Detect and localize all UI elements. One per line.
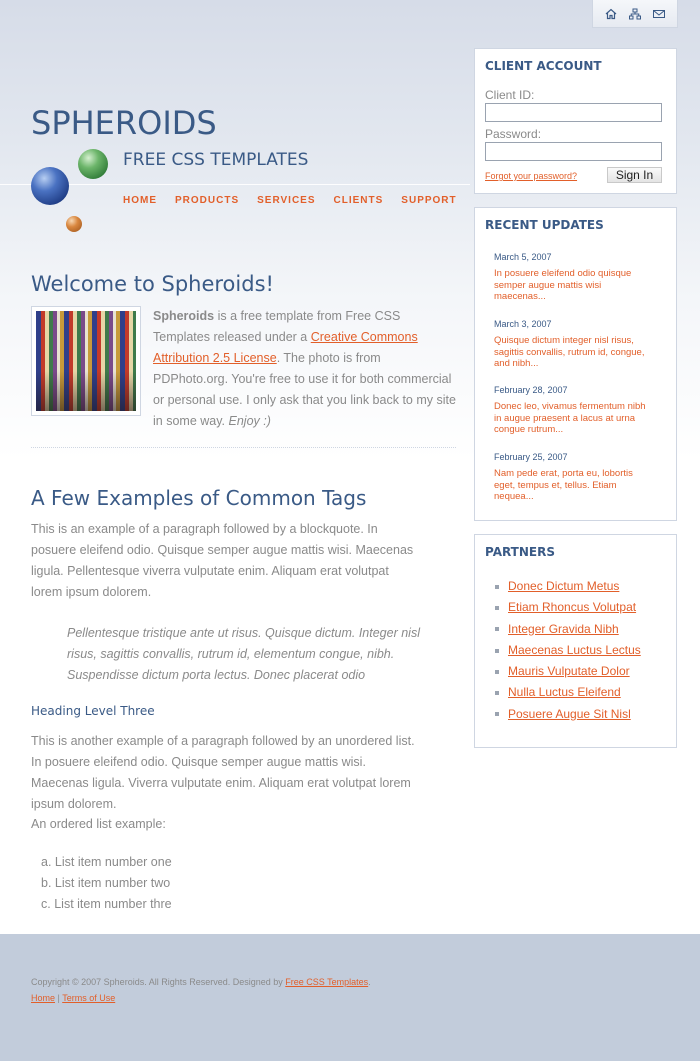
top-icon-bar — [592, 0, 678, 28]
welcome-photo — [31, 306, 141, 416]
partners-list — [495, 576, 641, 725]
sign-in-button[interactable]: Sign In — [607, 167, 662, 183]
list-marker: a. — [41, 855, 52, 869]
update-item — [494, 452, 654, 503]
update-date: February 25, 2007 — [494, 452, 568, 462]
recent-updates-box — [474, 207, 677, 521]
paragraph-2: This is another example of a paragraph followed by an unordered list. In posuere eleifend odio. Quisque semper augue mattis wisi. Maecenas ligula. Viverra vulputate enim. Aliquam erat volutpat lorem ipsum dolorem. — [31, 734, 415, 811]
license-link[interactable]: Creative Commons Attribution 2.5 License — [153, 330, 418, 365]
partner-link[interactable]: Posuere Augue Sit Nisl — [508, 706, 631, 721]
list-item — [495, 661, 641, 682]
list-item — [495, 640, 641, 661]
header-divider — [0, 184, 470, 185]
bullet-icon — [495, 606, 499, 610]
list-item — [31, 852, 172, 873]
update-item — [494, 252, 654, 303]
update-date: February 28, 2007 — [494, 385, 568, 395]
update-item — [494, 385, 654, 436]
mail-icon[interactable] — [651, 6, 667, 22]
brand-name: Spheroids — [153, 309, 215, 323]
copyright-text: Copyright © 2007 Spheroids. All Rights Reserved. Designed by — [31, 977, 286, 987]
orange-sphere-logo — [66, 216, 82, 232]
paragraph-3: An ordered list example: — [31, 817, 166, 831]
client-id-input[interactable] — [485, 103, 662, 122]
ordered-list — [31, 852, 172, 915]
list-item-text: List item number one — [54, 855, 172, 869]
footer — [31, 974, 371, 1006]
partners-box — [474, 534, 677, 748]
partner-link[interactable]: Integer Gravida Nibh — [508, 621, 619, 636]
password-label: Password: — [485, 127, 542, 141]
nav-item-clients[interactable]: CLIENTS — [333, 195, 384, 206]
update-link[interactable]: Donec leo, vivamus fermentum nibh in augue praesent a lacus at urna congue rutrum... — [494, 401, 646, 435]
footer-home-link[interactable]: Home — [31, 993, 56, 1003]
update-link[interactable]: Quisque dictum integer nisl risus, sagittis convallis, rutrum id, congue, and nibh... — [494, 335, 645, 369]
update-item — [494, 319, 654, 370]
list-marker: b. — [41, 876, 52, 890]
designer-link[interactable]: Free CSS Templates — [285, 977, 369, 987]
client-account-title: CLIENT ACCOUNT — [485, 59, 602, 73]
copyright-end: . — [368, 977, 371, 987]
list-item — [495, 682, 641, 703]
update-link[interactable]: Nam pede erat, porta eu, lobortis eget, tempus et, tellus. Etiam nequea... — [494, 468, 633, 502]
content-divider — [31, 447, 456, 448]
list-item — [495, 704, 641, 725]
welcome-paragraph — [153, 306, 456, 432]
green-sphere-logo — [78, 149, 108, 179]
password-input[interactable] — [485, 142, 662, 161]
bullet-icon — [495, 670, 499, 674]
client-id-label: Client ID: — [485, 88, 535, 102]
footer-separator: | — [55, 993, 63, 1003]
forgot-password-link[interactable]: Forgot your password? — [485, 171, 578, 181]
welcome-title: Welcome to Spheroids! — [31, 272, 274, 296]
bullet-icon — [495, 627, 499, 631]
blockquote: Pellentesque tristique ante ut risus. Quisque dictum. Integer nisl risus, sagittis convallis, rutrum id, elementum congue, nibh. Suspendisse dictum porta lectus. Donec placerat odio — [67, 626, 420, 682]
update-date: March 3, 2007 — [494, 319, 552, 329]
list-item — [31, 873, 172, 894]
partners-title: PARTNERS — [485, 545, 555, 559]
examples-title: A Few Examples of Common Tags — [31, 486, 367, 510]
nav-item-support[interactable]: SUPPORT — [401, 195, 457, 206]
copyright-line — [31, 974, 371, 990]
enjoy-text: Enjoy :) — [228, 414, 271, 428]
footer-links — [31, 990, 371, 1006]
site-title[interactable]: SPHEROIDS — [31, 104, 217, 142]
home-icon[interactable] — [603, 6, 619, 22]
recent-updates-title: RECENT UPDATES — [485, 218, 604, 232]
partner-link[interactable]: Nulla Luctus Eleifend — [508, 685, 621, 700]
partner-link[interactable]: Maecenas Luctus Lectus — [508, 642, 641, 657]
list-item — [495, 576, 641, 597]
nav-item-services[interactable]: SERVICES — [257, 195, 316, 206]
heading-level-three: Heading Level Three — [31, 704, 155, 718]
update-link[interactable]: In posuere eleifend odio quisque semper augue mattis wisi maecenas... — [494, 268, 632, 302]
photo-image — [36, 311, 136, 411]
list-item — [31, 894, 172, 915]
welcome-text-2: . The photo is from PDPhoto.org. You're free to use it for both commercial or personal use. I only ask that you link back to my site in some way. — [153, 351, 456, 428]
site-slogan: FREE CSS TEMPLATES — [123, 150, 309, 170]
partner-link[interactable]: Etiam Rhoncus Volutpat — [508, 600, 637, 615]
paragraph-1: This is an example of a paragraph followed by a blockquote. In posuere eleifend odio. Quisque semper augue mattis wisi. Maecenas ligula. Pellentesque viverra vulputate enim. Aliquam erat volutpat lorem ipsum dolorem. — [31, 522, 414, 599]
bullet-icon — [495, 585, 499, 589]
list-item — [495, 619, 641, 640]
nav-item-products[interactable]: PRODUCTS — [175, 195, 240, 206]
bullet-icon — [495, 649, 499, 653]
partner-link[interactable]: Donec Dictum Metus — [508, 579, 620, 593]
blue-sphere-logo — [31, 167, 69, 205]
sitemap-icon[interactable] — [627, 6, 643, 22]
update-date: March 5, 2007 — [494, 252, 552, 262]
partner-link[interactable]: Mauris Vulputate Dolor — [508, 664, 630, 679]
bullet-icon — [495, 691, 499, 695]
nav-item-home[interactable]: HOME — [123, 195, 157, 206]
welcome-text-1: is a free template from Free CSS Templates released under a — [153, 309, 401, 344]
terms-link[interactable]: Terms of Use — [62, 993, 116, 1003]
list-marker: c. — [41, 897, 51, 911]
bullet-icon — [495, 712, 499, 716]
client-account-box — [474, 48, 677, 194]
list-item-text: List item number two — [54, 876, 171, 890]
list-item-text: List item number thre — [54, 897, 172, 911]
main-nav — [123, 195, 457, 206]
list-item — [495, 597, 641, 618]
